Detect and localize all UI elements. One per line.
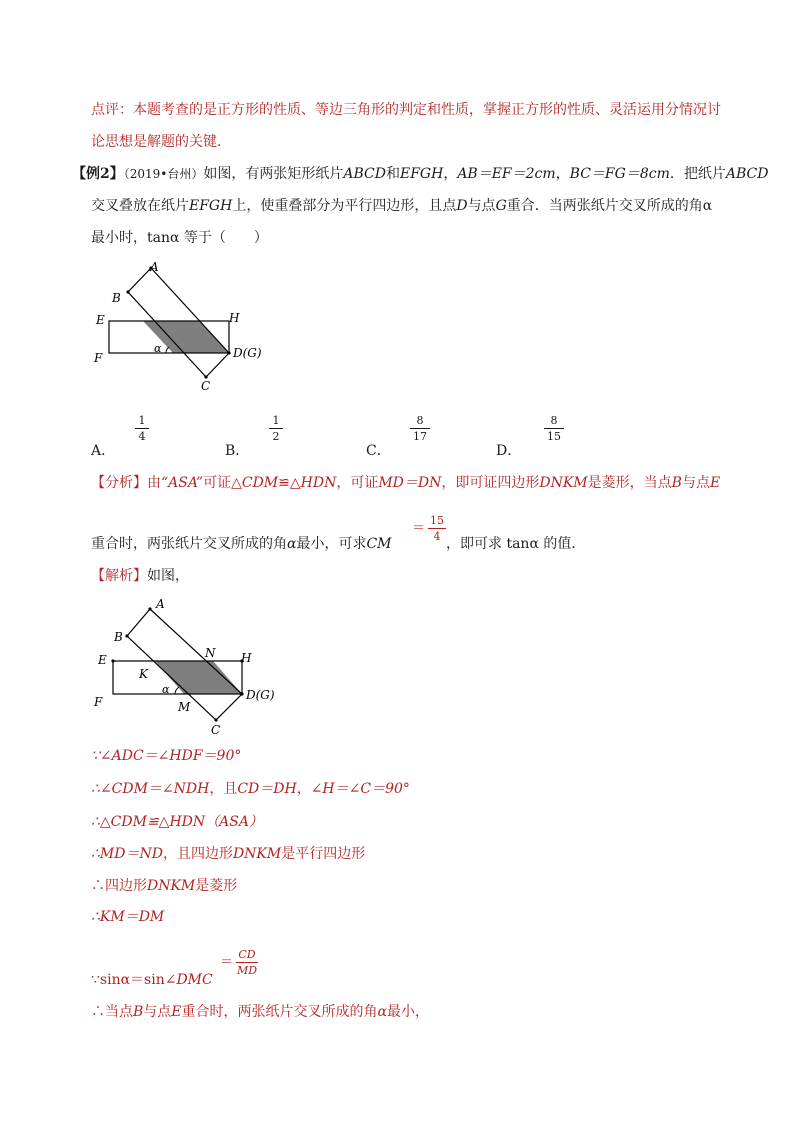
example-line-2	[91, 196, 712, 216]
var-abcd: ABCD	[725, 166, 769, 182]
example-text: 与点	[467, 198, 496, 214]
step-7-fraction: ＝ CD MD	[220, 948, 258, 977]
step-6: ∴KM＝DM	[91, 909, 165, 925]
option-a-fraction: 1 4	[135, 414, 149, 443]
example-tag: 【例2】	[72, 166, 124, 182]
step-1: ∵∠ADC＝∠HDF＝90°	[91, 748, 242, 764]
label-h: H	[241, 651, 252, 665]
example-text: 重合．当两张纸片交叉所成的角	[506, 198, 703, 214]
label-dg: D(G)	[233, 346, 262, 360]
example-source: （2019•台州）	[123, 167, 204, 181]
var-efgh: EFGH	[399, 166, 444, 182]
eq-bc-fg: BC＝FG＝8cm	[569, 166, 670, 182]
option-d-fraction: 8 15	[544, 414, 564, 443]
comment-line-2: 论思想是解题的关键．	[91, 134, 231, 150]
example-text: ．把纸片	[669, 166, 726, 182]
label-b: B	[112, 291, 121, 305]
var-alpha: α	[702, 198, 713, 214]
example-text: 和	[385, 166, 400, 182]
step-5: ∴四边形DNKM是菱形	[91, 878, 238, 894]
step-3: ∴△CDM≌△HDN（ASA）	[91, 814, 263, 830]
analysis-tag: 【分析】	[91, 475, 147, 491]
label-c: C	[211, 723, 221, 737]
option-a[interactable]: A．	[91, 443, 116, 459]
example-text: ，	[555, 166, 570, 182]
option-c[interactable]: C．	[366, 443, 391, 459]
label-e: E	[98, 653, 107, 667]
analysis-line-1: 【分析】由“ASA”可证△CDM≌△HDN，可证MD＝DN，即可证四边形DNKM是菱形，当点B与点E	[91, 475, 721, 491]
var-abcd: ABCD	[343, 166, 386, 182]
figure-1	[88, 258, 278, 398]
solution-tag: 【解析】	[91, 568, 147, 584]
example-line-3: 最小时，tanα 等于（ ）	[91, 230, 268, 246]
label-alpha: α	[162, 683, 170, 696]
var-g: G	[495, 198, 507, 214]
label-alpha: α	[154, 342, 162, 355]
label-h: H	[229, 311, 240, 325]
eq-ab-ef: AB＝EF＝2cm	[457, 166, 556, 182]
angle-alpha-arc	[166, 347, 169, 353]
example-text: 交叉叠放在纸片	[91, 198, 189, 214]
option-b-fraction: 1 2	[269, 414, 283, 443]
option-c-fraction: 8 17	[410, 414, 430, 443]
label-f: F	[94, 695, 103, 709]
label-m: M	[178, 700, 191, 714]
analysis-line-2: 重合时，两张纸片交叉所成的角α最小，可求CM	[91, 536, 392, 552]
example-text: 如图，有两张矩形纸片	[203, 166, 344, 182]
example-text: 上，使重叠部分为平行四边形，且点	[232, 198, 457, 214]
analysis-fraction: ＝ 15 4	[412, 514, 444, 543]
figure-2	[88, 594, 288, 740]
label-a: A	[156, 597, 165, 611]
angle-alpha-arc	[175, 687, 179, 694]
example-line-1	[72, 164, 768, 184]
var-efgh: EFGH	[189, 198, 233, 214]
label-e: E	[96, 313, 105, 327]
option-d[interactable]: D．	[496, 443, 522, 459]
label-a: A	[150, 260, 159, 274]
step-4: ∴MD＝ND，且四边形DNKM是平行四边形	[91, 846, 366, 862]
label-b: B	[114, 630, 123, 644]
option-b[interactable]: B．	[225, 443, 250, 459]
step-2: ∴∠CDM＝∠NDH，且CD＝DH，∠H＝∠C＝90°	[91, 781, 410, 797]
step-7: ∵sinα＝sin∠DMC	[91, 972, 213, 988]
comment-line-1: 点评：本题考查的是正方形的性质、等边三角形的判定和性质，掌握正方形的性质、灵活运用分情况讨	[91, 102, 721, 118]
label-n: N	[205, 646, 216, 660]
var-d: D	[456, 198, 468, 214]
label-k: K	[139, 667, 148, 681]
example-text: ，	[443, 166, 458, 182]
label-dg: D(G)	[246, 688, 275, 702]
label-f: F	[94, 351, 103, 365]
solution-header: 【解析】如图，	[91, 568, 189, 584]
analysis-line-2-end: ，即可求 tanα 的值．	[446, 536, 586, 552]
label-c: C	[201, 379, 211, 393]
step-8: ∴当点B与点E重合时，两张纸片交叉所成的角α最小，	[91, 1004, 429, 1020]
